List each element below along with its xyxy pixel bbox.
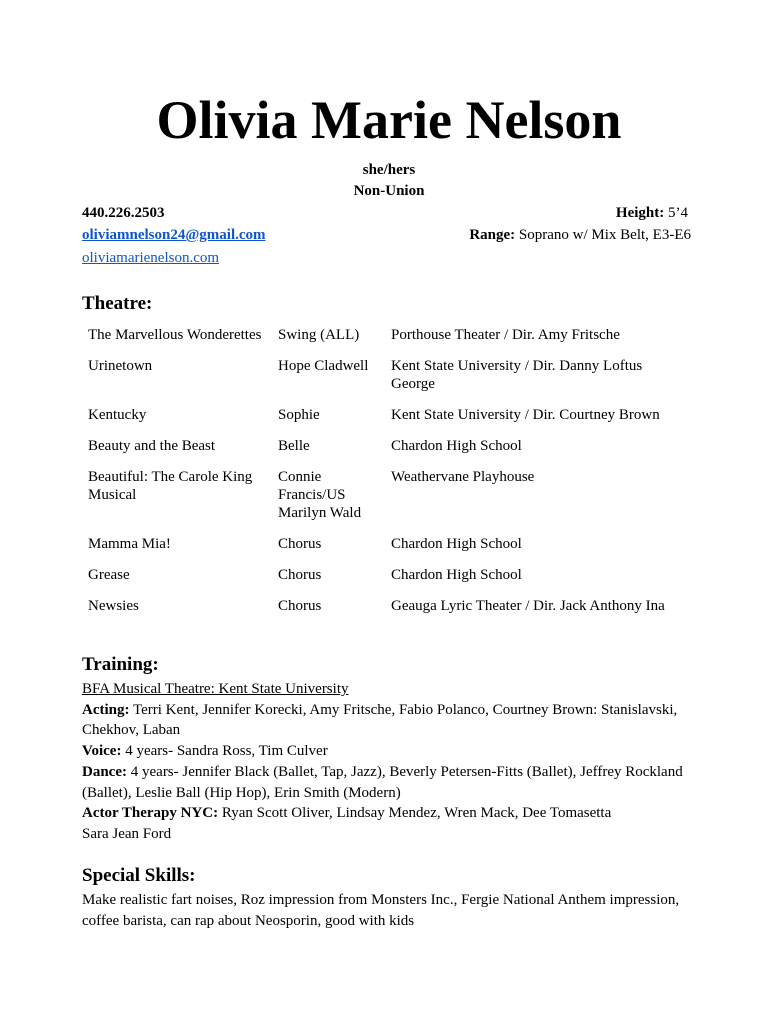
actor-therapy-line: [82, 803, 692, 824]
website-link[interactable]: oliviamarienelson.com: [82, 250, 220, 266]
actor-therapy-text: Ryan Scott Oliver, Lindsay Mendez, Wren Mack, Dee Tomasetta: [221, 805, 612, 822]
credit-show: Kentucky: [88, 407, 147, 423]
acting-text: Terri Kent, Jennifer Korecki, Amy Fritsche, Fabio Polanco, Courtney Brown: Stanislavski, Chekhov, Laban: [82, 701, 678, 739]
credit-show: Urinetown: [88, 358, 153, 374]
credit-row: [82, 400, 692, 431]
credit-role: Belle: [278, 438, 310, 454]
range-label: Range:: [469, 227, 516, 243]
dance-label: Dance:: [82, 763, 127, 780]
credit-venue: Chardon High School: [391, 536, 522, 552]
actor-therapy-label: Actor Therapy NYC:: [82, 805, 219, 822]
credit-show: Beautiful: The Carole King Musical: [88, 469, 253, 503]
resume-name: Olivia Marie Nelson: [156, 90, 622, 150]
credit-show: Beauty and the Beast: [88, 438, 216, 454]
theatre-credits-table: [82, 320, 692, 622]
phone-number: 440.226.2503: [82, 205, 165, 221]
training-section: [82, 679, 692, 845]
credit-role: Hope Cladwell: [278, 358, 369, 374]
credit-show: Mamma Mia!: [88, 536, 171, 552]
credit-row: [82, 320, 692, 351]
credit-venue: Chardon High School: [391, 567, 522, 583]
credit-row: [82, 351, 692, 400]
credit-show: Grease: [88, 567, 130, 583]
credit-row: [82, 431, 692, 462]
union-status: Non-Union: [353, 183, 425, 199]
theatre-heading: Theatre:: [82, 293, 153, 314]
credit-show: The Marvellous Wonderettes: [88, 327, 262, 343]
special-skills-heading: Special Skills:: [82, 865, 196, 886]
range-value: Soprano w/ Mix Belt, E3-E6: [518, 227, 691, 243]
credit-role: Chorus: [278, 567, 322, 583]
height-label: Height:: [615, 205, 665, 221]
voice-label: Voice:: [82, 743, 122, 760]
credit-row: [82, 591, 692, 622]
credit-role: Sophie: [278, 407, 320, 423]
credit-role: Swing (ALL): [278, 327, 360, 343]
height-info: [616, 203, 688, 223]
credit-show: Newsies: [88, 598, 139, 614]
email-link[interactable]: oliviamnelson24@gmail.com: [82, 227, 266, 243]
credit-venue: Kent State University / Dir. Danny Loftus George: [391, 358, 643, 392]
acting-line: [82, 700, 692, 741]
credit-venue: Porthouse Theater / Dir. Amy Fritsche: [391, 327, 620, 343]
voice-text: 4 years- Sandra Ross, Tim Culver: [125, 743, 328, 760]
special-skills-text: Make realistic fart noises, Roz impression from Monsters Inc., Fergie National Anthem impression, coffee barista, can rap about Neosporin, good with kids: [82, 892, 680, 929]
credit-row: [82, 560, 692, 591]
credit-row: [82, 529, 692, 560]
dance-text: 4 years- Jennifer Black (Ballet, Tap, Jazz), Beverly Petersen-Fitts (Ballet), Jeffrey Rockland (Ballet), Leslie Ball (Hip Hop), Erin Smith (Modern): [82, 763, 683, 801]
credit-venue: Weathervane Playhouse: [391, 469, 535, 485]
credit-row: [82, 462, 692, 529]
voice-line: [82, 741, 692, 762]
credit-role: Chorus: [278, 536, 322, 552]
range-info: [469, 225, 691, 245]
dance-line: [82, 762, 692, 803]
degree-line: BFA Musical Theatre: Kent State University: [82, 681, 349, 697]
actor-therapy-extra: Sara Jean Ford: [82, 825, 172, 842]
training-heading: Training:: [82, 654, 159, 675]
height-value: 5’4: [668, 205, 688, 221]
acting-label: Acting:: [82, 701, 130, 718]
credit-role: Connie Francis/US Marilyn Wald: [278, 469, 362, 521]
credit-venue: Kent State University / Dir. Courtney Brown: [391, 407, 660, 423]
credit-role: Chorus: [278, 598, 322, 614]
pronouns: she/hers: [362, 162, 416, 178]
credit-venue: Chardon High School: [391, 438, 522, 454]
credit-venue: Geauga Lyric Theater / Dir. Jack Anthony Ina: [391, 598, 665, 614]
